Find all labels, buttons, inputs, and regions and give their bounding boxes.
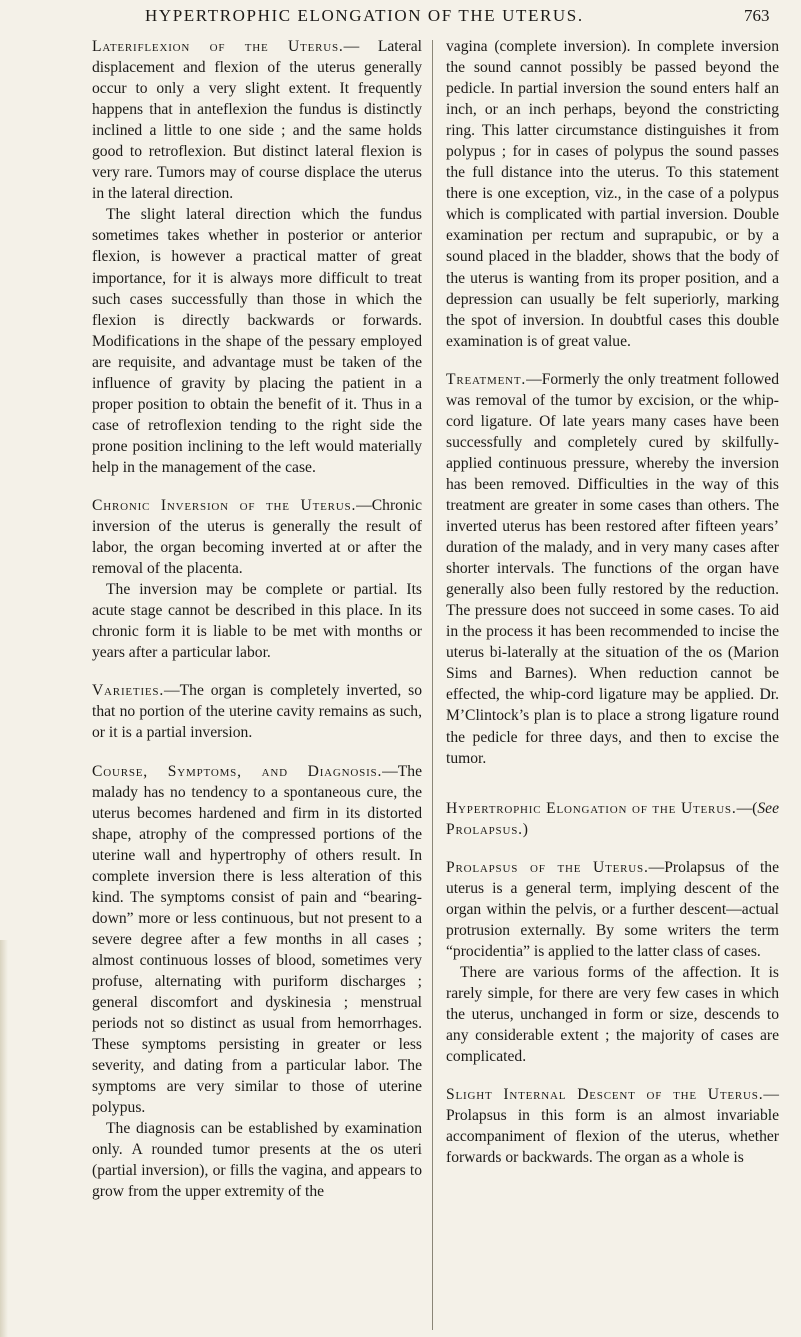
section-heading: Slight Internal Descent of the Uterus. [446,1086,764,1104]
paragraph: The slight lateral direction which the fundus sometimes takes whether in posterior or anterior flexion, is however a practical matter of great importance, for it is always more difficult to treat such cases successfully than those in which the flexion is directly backwards or forwards. Modifications in the shape of the pessary employed are requisite, and advantage must be taken of the influence of gravity by placing the patient in a proper position to obtain the benefit of it. Thus in a case of retroflexion tending to the right side the prone position inclining to the left would materially help in the management of the case. [92,206,422,476]
column-divider [432,40,433,1330]
page-edge-shadow [0,940,8,1337]
section-treatment [446,369,779,769]
cross-reference-link[interactable]: Prolapsus.) [446,820,529,838]
section-slight-descent [446,1084,779,1168]
section-body: —Prolapsus in this form is an almost invariable accompaniment of flexion of the uterus, whether forwards or backwards. The organ as a whole is [446,1086,779,1167]
section-body: —Chronic inversion of the uterus is generally the result of labor, the organ becoming inverted at or after the removal of the placenta. [92,496,422,578]
right-column [446,36,779,1168]
section-body: —Formerly the only treatment followed was removal of the tumor by excision, or the whip-cord ligature. Of late years many cases have been successfully and completely cured by skilfully-applied continuous pressure, whereby the inversion has been removed. Difficulties in the way of this treatment are greater in some cases than others. The inverted uterus has been restored after fifteen years’ duration of the malady, and in very many cases after shorter intervals. The functions of the organ have generally also been fully restored by the reduction. The pressure does not succeed in some cases. To aid in the process it has been recommended to incise the uterus bi-laterally at the situation of the os (Marion Sims and Barnes). When reduction cannot be effected, the whip-cord ligature may be applied. Dr. M’Clintock’s plan is to place a strong ligature round the pedicle for three days, and then to excise the tumor. [446,370,779,767]
section-heading: Lateriflexion of the Uterus. [92,38,344,55]
paragraph-continuation: vagina (complete inversion). In complete inversion the sound cannot possibly be passed beyond the pedicle. In partial inversion the sound enters half an inch, or an inch perhaps, beyond the constricting ring. This latter circumstance distinguishes it from polypus ; for in cases of polypus the sound passes the full distance into the uterus. To this statement there is one exception, viz., in the case of a polypus which is complicated with partial inversion. Double examination per rectum and suprapubic, or by a sound placed in the bladder, shows that the body of the uterus is wanting from its proper position, and a depression can usually be felt superiorly, marking the spot of inversion. In doubtful cases this double examination is of great value. [446,38,779,350]
section-body: —The organ is completely inverted, so that no portion of the uterine cavity remains as such, or it is a partial inversion. [92,682,422,742]
paragraph: The diagnosis can be established by examination only. A rounded tumor presents at the os uteri (partial inversion), or fills the vagina, and appears to grow from the upper extremity of the [92,1120,422,1201]
section-body: —Prolapsus of the uterus is a general term, implying descent of the organ within the pelvis, or a further descent—actual protrusion externally. By some writers the term “procidentia” is applied to the latter class of cases. [446,858,780,960]
section-heading: Course, Symptoms, and Diagnosis. [92,762,383,780]
section-chronic-inversion [92,495,422,579]
see-open: —( [736,799,758,817]
section-prolapsus [446,857,779,962]
section-body: —The malady has no tendency to a spontaneous cure, the uterus becomes hardened and firm in its distorted shape, atrophy of the compressed portions of the uterine wall and hypertrophy of others result. In complete inversion there is less alteration of this kind. The symptoms consist of pain and “bearing-down” more or less continuous, but not present to a severe degree after a few months in all cases ; almost continuous losses of blood, sometimes very profuse, alternating with puriform discharges ; general discomfort and dyskinesia ; menstrual periods not so distinct as usual from hemorrhages. These symptoms persisting in greater or less severity, and dating from a particular labor. The symptoms are very similar to those of uterine polypus. [92,762,422,1117]
section-heading: Hypertrophic Elongation of the Uterus. [446,799,737,817]
section-body: — Lateral displacement and flexion of the uterus generally occur to only a very slight extent. It frequently happens that in anteflexion the fundus is distinctly inclined a little to one side ; and the same holds good to retroflexion. But distinct lateral flexion is very rare. Tumors may of course displace the uterus in the lateral direction. [92,38,423,203]
section-heading: Chronic Inversion of the Uterus. [92,496,357,514]
section-varieties [92,680,422,743]
page-number: 763 [744,6,770,25]
section-lateriflexion [92,36,422,204]
paragraph: The inversion may be complete or partial. Its acute stage cannot be described in this place. In its chronic form it is liable to be met with months or years after a particular labor. [92,581,422,662]
section-hypertrophic-elongation [446,798,779,840]
left-column [92,36,422,1202]
section-course [92,761,422,1119]
section-heading: Treatment. [446,370,527,388]
section-heading: Prolapsus of the Uterus. [446,858,649,876]
see-word: See [757,799,779,817]
section-heading: Varieties. [92,682,165,700]
page-header [0,6,801,32]
running-head: HYPERTROPHIC ELONGATION OF THE UTERUS. [145,6,584,25]
paragraph: There are various forms of the affection. It is rarely simple, for there are very few cases in which the uterus, unchanged in form or size, descends to any considerable extent ; the majority of cases are complicated. [446,963,779,1066]
